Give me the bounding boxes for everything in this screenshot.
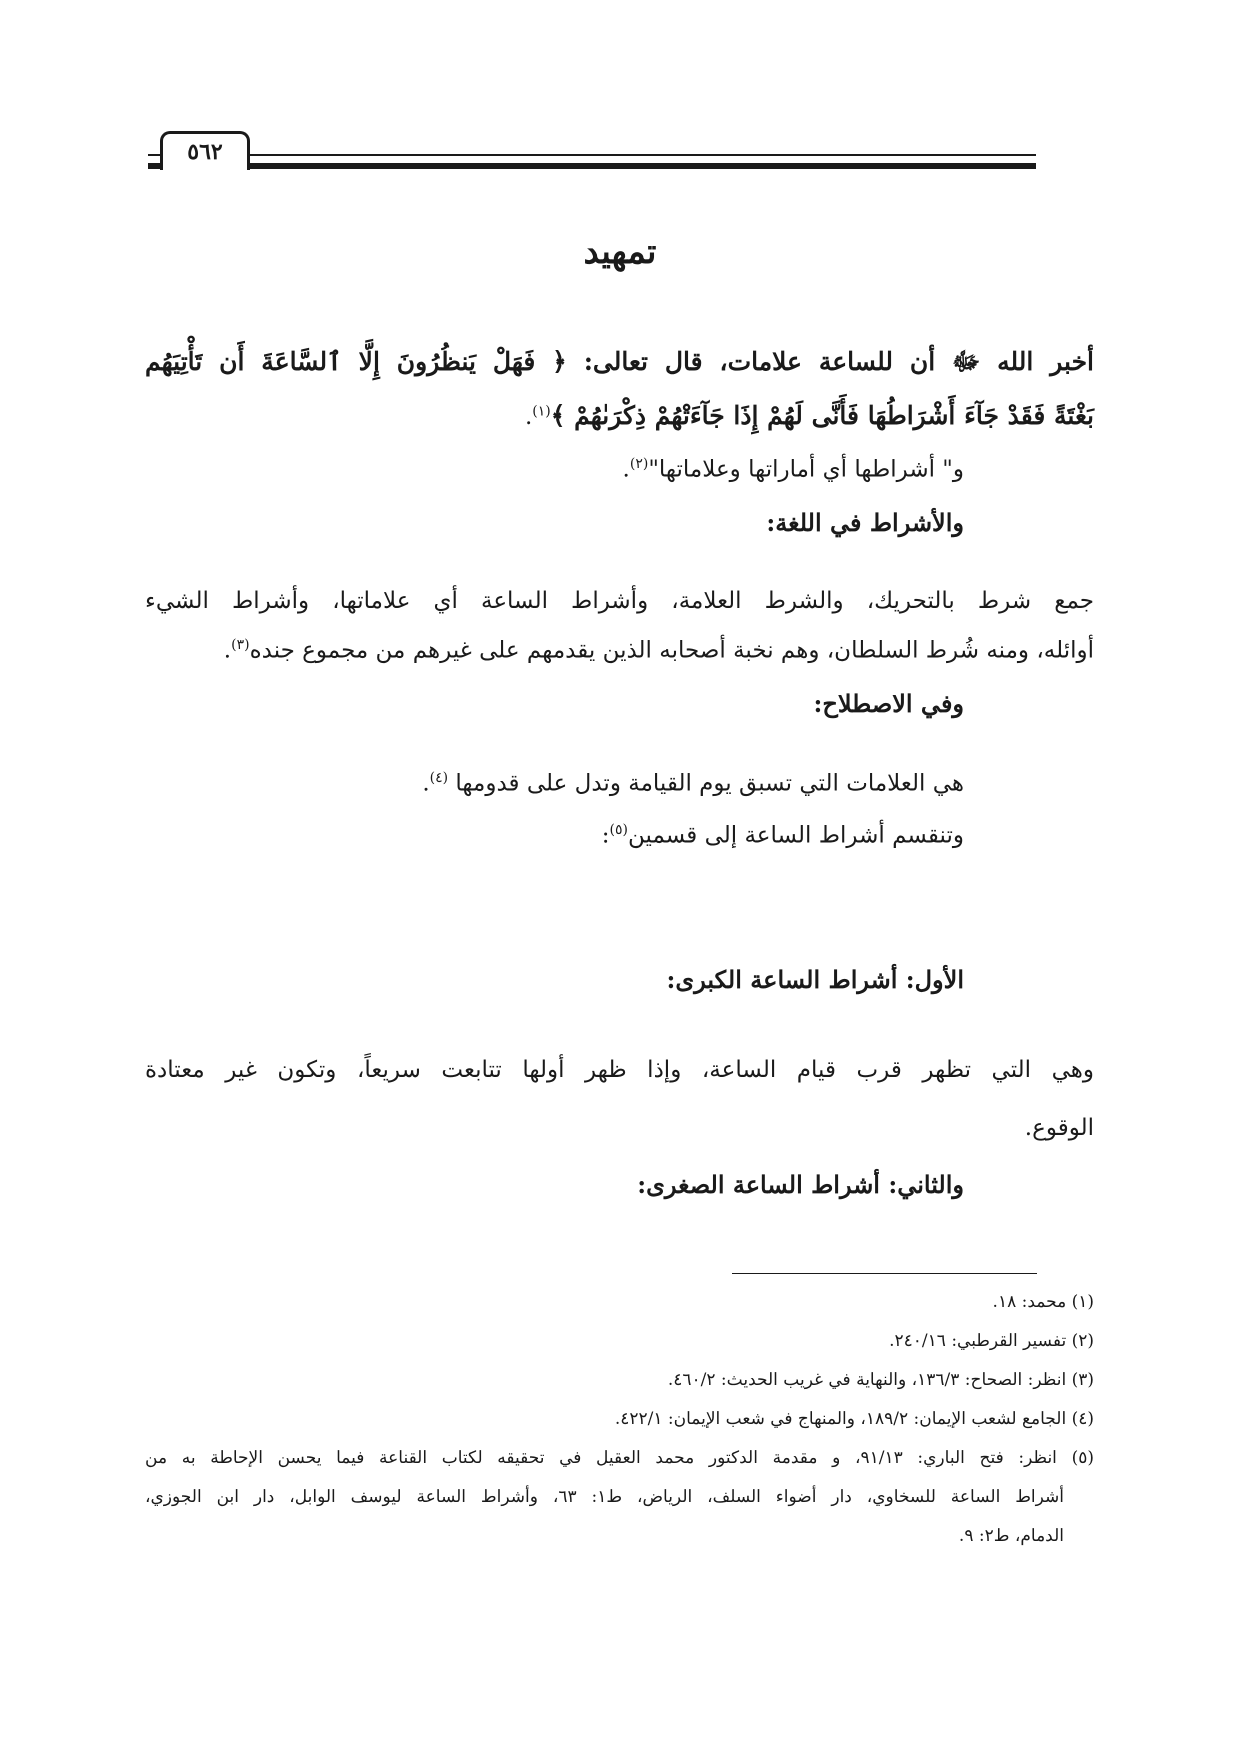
body-line-2 bbox=[145, 401, 1094, 430]
footnote-ref-3[interactable]: (٣) bbox=[231, 637, 250, 653]
header-rule-thin bbox=[148, 154, 1036, 156]
division-text: وتنقسم أشراط الساعة إلى قسمين bbox=[628, 822, 964, 849]
footnote-ref-2[interactable]: (٢) bbox=[629, 456, 649, 472]
page-number: ٥٦٢ bbox=[160, 131, 250, 170]
footnote-1: (١) محمد: ١٨. bbox=[992, 1292, 1094, 1312]
body-line-1 bbox=[145, 346, 1094, 383]
body-line-7 bbox=[602, 822, 964, 849]
footnote-5-line-1: (٥) انظر: فتح الباري: ٩١/١٣، و مقدمة الدكتور محمد العقيل في تحقيقه لكتاب القناعة فيما يحسن الإحاطة به من bbox=[145, 1448, 1094, 1468]
footnote-5-line-2: أشراط الساعة للسخاوي، دار أضواء السلف، الرياض، ط١: ٦٣، وأشراط الساعة ليوسف الوابل، دار ابن الجوزي، bbox=[145, 1487, 1064, 1507]
footnote-ref-1[interactable]: (١) bbox=[532, 403, 551, 420]
footnote-2: (٢) تفسير القرطبي: ٢٤٠/١٦. bbox=[889, 1331, 1094, 1351]
body-line-3 bbox=[623, 456, 964, 483]
sentence-end: . bbox=[524, 404, 533, 430]
sentence-end: . bbox=[622, 456, 630, 483]
kubra-text-1: وهي التي تظهر قرب قيام الساعة، وإذا ظهر أولها تتابعت سريعاً، وتكون غير معتادة bbox=[145, 1057, 1094, 1083]
body-line-4 bbox=[145, 588, 1094, 614]
verse-line-1-text: أخبر الله ﷻ أن للساعة علامات، قال تعالى: ﴿ فَهَلْ يَنظُرُونَ إِلَّا ٱلسَّاعَةَ أَن تَأْتِيَهُم bbox=[145, 347, 1094, 376]
header-rule-thick bbox=[148, 163, 1036, 169]
footnote-separator bbox=[732, 1273, 1037, 1274]
heading-lugha: والأشراط في اللغة: bbox=[766, 508, 964, 537]
lugha-text-2: أوائله، ومنه شُرط السلطان، وهم نخبة أصحابه الذين يقدمهم على غيرهم من مجموع جنده bbox=[249, 637, 1094, 664]
body-line-5 bbox=[145, 637, 1094, 664]
sentence-end: . bbox=[422, 770, 430, 797]
footnote-3: (٣) انظر: الصحاح: ١٣٦/٣، والنهاية في غريب الحديث: ٤٦٠/٢. bbox=[667, 1370, 1094, 1390]
heading-sughra: والثاني: أشراط الساعة الصغرى: bbox=[637, 1170, 964, 1199]
footnote-5-line-3: الدمام، ط٢: ٩. bbox=[958, 1526, 1064, 1546]
body-line-8 bbox=[145, 1057, 1094, 1083]
footnote-ref-5[interactable]: (٥) bbox=[609, 822, 629, 838]
page-title: تمهيد bbox=[583, 232, 657, 272]
body-line-6 bbox=[422, 770, 964, 797]
heading-kubra: الأول: أشراط الساعة الكبرى: bbox=[666, 965, 964, 994]
lugha-text-1: جمع شرط بالتحريك، والشرط العلامة، وأشراط الساعة أي علاماتها، وأشراط الشيء bbox=[145, 588, 1094, 614]
heading-istilah: وفي الاصطلاح: bbox=[813, 689, 964, 718]
definition-text: و" أشراطها أي أماراتها وعلاماتها" bbox=[648, 456, 964, 483]
body-line-9: الوقوع. bbox=[1024, 1115, 1094, 1141]
istilah-text: هي العلامات التي تسبق يوم القيامة وتدل على قدومها bbox=[448, 770, 964, 797]
verse-line-2-text: بَغْتَةً فَقَدْ جَآءَ أَشْرَاطُهَا فَأَنَّى لَهُمْ إِذَا جَآءَتْهُمْ ذِكْرَىٰهُمْ ﴾ bbox=[550, 401, 1094, 430]
sentence-end: . bbox=[223, 637, 232, 664]
footnote-ref-4[interactable]: (٤) bbox=[429, 770, 449, 786]
sentence-end: : bbox=[601, 822, 610, 849]
footnote-4: (٤) الجامع لشعب الإيمان: ١٨٩/٢، والمنهاج في شعب الإيمان: ٤٢٢/١. bbox=[614, 1409, 1094, 1429]
